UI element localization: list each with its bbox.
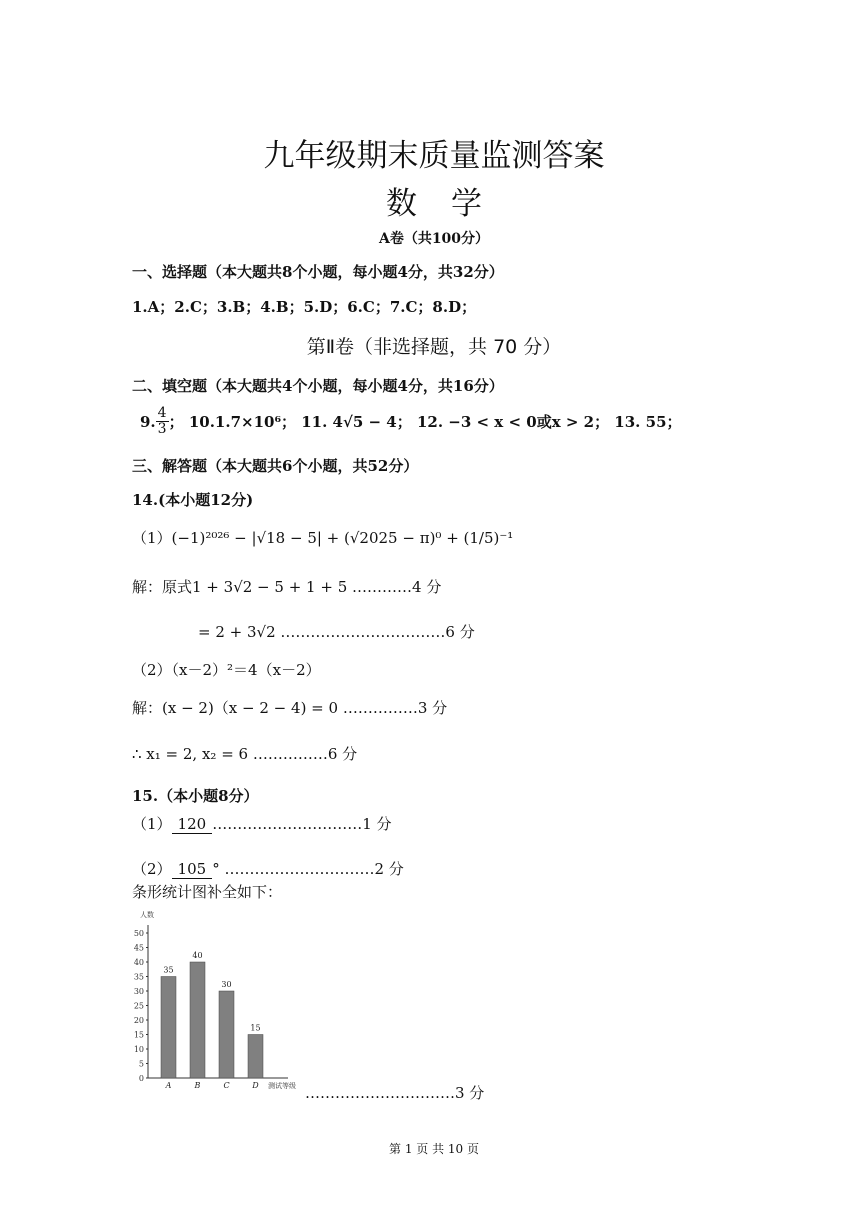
q14-problem-2: （2）（x－2）²＝4（x－2）: [132, 661, 321, 679]
y-tick-label: 40: [133, 958, 144, 967]
y-tick-label: 5: [138, 1059, 144, 1069]
q14-step-2: = 2 + 3√2 ……………………………6 分: [198, 623, 475, 641]
section-1-heading: 一、选择题（本大题共8个小题，每小题4分，共32分）: [132, 263, 504, 281]
y-tick-label: 30: [133, 987, 144, 996]
doc-subject: 数学: [386, 186, 516, 222]
bar: [161, 977, 176, 1079]
fill-rest: ； 10.1.7×10⁶； 11. 4√5 − 4； 12. −3 < x < 0或x > 2； 13. 55；: [168, 413, 682, 432]
doc-title: 九年级期末质量监测答案: [263, 138, 605, 174]
q15-answer-2: [132, 858, 404, 879]
category-label: B: [194, 1081, 201, 1090]
data-label: 15: [250, 1023, 261, 1033]
category-label: D: [252, 1081, 259, 1090]
q15-a2-suffix: ° …………………………2 分: [212, 860, 404, 878]
data-label: 30: [221, 980, 232, 989]
q15-answer-1: [132, 813, 392, 834]
q14-step-3: 解：(x − 2)（x − 2 − 4) = 0 ……………3 分: [132, 699, 448, 717]
y-tick-label: 0: [138, 1074, 144, 1083]
category-label: C: [223, 1081, 230, 1090]
q9-denominator: 3: [157, 421, 167, 438]
y-tick-label: 35: [133, 972, 144, 982]
section-3-heading: 三、解答题（本大题共6个小题，共52分）: [132, 457, 419, 475]
q14-title: 14.(本小题12分): [132, 491, 254, 509]
y-tick-label: 45: [133, 943, 144, 953]
q15-a2-prefix: （2）: [132, 860, 172, 878]
page-footer: 第 1 页 共 10 页: [389, 1142, 479, 1156]
bar: [248, 1035, 263, 1079]
y-tick-label: 50: [133, 929, 144, 938]
q14-step-4: ∴ x₁ = 2, x₂ = 6 ……………6 分: [132, 745, 358, 763]
q9-label: 9.: [140, 412, 156, 431]
fill-answers: [140, 406, 682, 438]
q15-a1-value: 120: [172, 815, 213, 834]
q9-fraction: [156, 406, 169, 438]
q15-a1-suffix: …………………………1 分: [212, 815, 392, 833]
q15-title: 15.（本小题8分）: [132, 787, 259, 805]
category-label: A: [165, 1081, 172, 1090]
q15-a2-value: 105: [172, 860, 213, 879]
q14-step-1: 解：原式1 + 3√2 − 5 + 1 + 5 …………4 分: [132, 578, 442, 596]
bar: [190, 962, 205, 1078]
data-label: 40: [192, 951, 203, 960]
q15-chart-score: …………………………3 分: [305, 1084, 485, 1102]
volume-a-heading: A卷（共100分）: [378, 231, 490, 247]
data-label: 35: [163, 965, 174, 975]
q9-numerator: 4: [157, 405, 167, 421]
y-axis-label: 人数: [140, 911, 154, 919]
bar: [219, 991, 234, 1078]
y-tick-label: 25: [133, 1001, 144, 1011]
mc-answers: 1.A；2.C；3.B；4.B；5.D；6.C；7.C；8.D；: [132, 298, 477, 316]
y-tick-label: 10: [133, 1045, 144, 1054]
q15-note: 条形统计图补全如下：: [132, 883, 283, 901]
x-axis-label: 测试等级: [268, 1082, 296, 1090]
y-tick-label: 20: [133, 1016, 144, 1025]
bar-chart: [128, 900, 308, 1100]
volume-2-heading: 第Ⅱ卷（非选择题，共 70 分）: [306, 336, 562, 358]
q15-a1-prefix: （1）: [132, 815, 172, 833]
section-2-heading: 二、填空题（本大题共4个小题，每小题4分，共16分）: [132, 377, 504, 395]
q14-problem-1: （1）(−1)²⁰²⁶ − |√18 − 5| + (√2025 − π)⁰ + (1/5)⁻¹: [132, 529, 514, 547]
y-tick-label: 15: [133, 1030, 144, 1040]
